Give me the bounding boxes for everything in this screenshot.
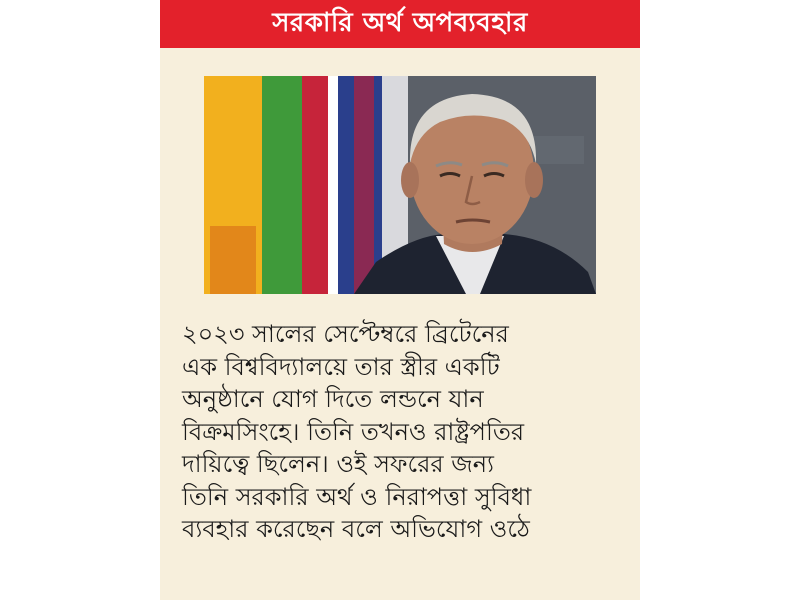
headline-title: সরকারি অর্থ অপব্যবহার: [272, 8, 528, 38]
article-line: তিনি সরকারি অর্থ ও নিরাপত্তা সুবিধা: [182, 482, 532, 511]
article-line: ব্যবহার করেছেন বলে অভিযোগ ওঠে: [182, 515, 530, 543]
article-body: [182, 318, 622, 546]
portrait-illustration: [204, 76, 596, 294]
article-line: বিক্রমসিংহে। তিনি তখনও রাষ্ট্রপতির: [182, 417, 525, 446]
news-card: [160, 0, 640, 600]
portrait-photo: [204, 76, 596, 294]
article-line: এক বিশ্ববিদ্যালয়ে তার স্ত্রীর একটি: [182, 352, 500, 381]
article-line: দায়িত্বে ছিলেন। ওই সফরের জন্য: [182, 450, 494, 478]
headline-banner: [160, 0, 640, 48]
article-line: ২০২৩ সালের সেপ্টেম্বরে ব্রিটেনের: [182, 320, 509, 348]
article-line: অনুষ্ঠানে যোগ দিতে লন্ডনে যান: [182, 385, 484, 413]
